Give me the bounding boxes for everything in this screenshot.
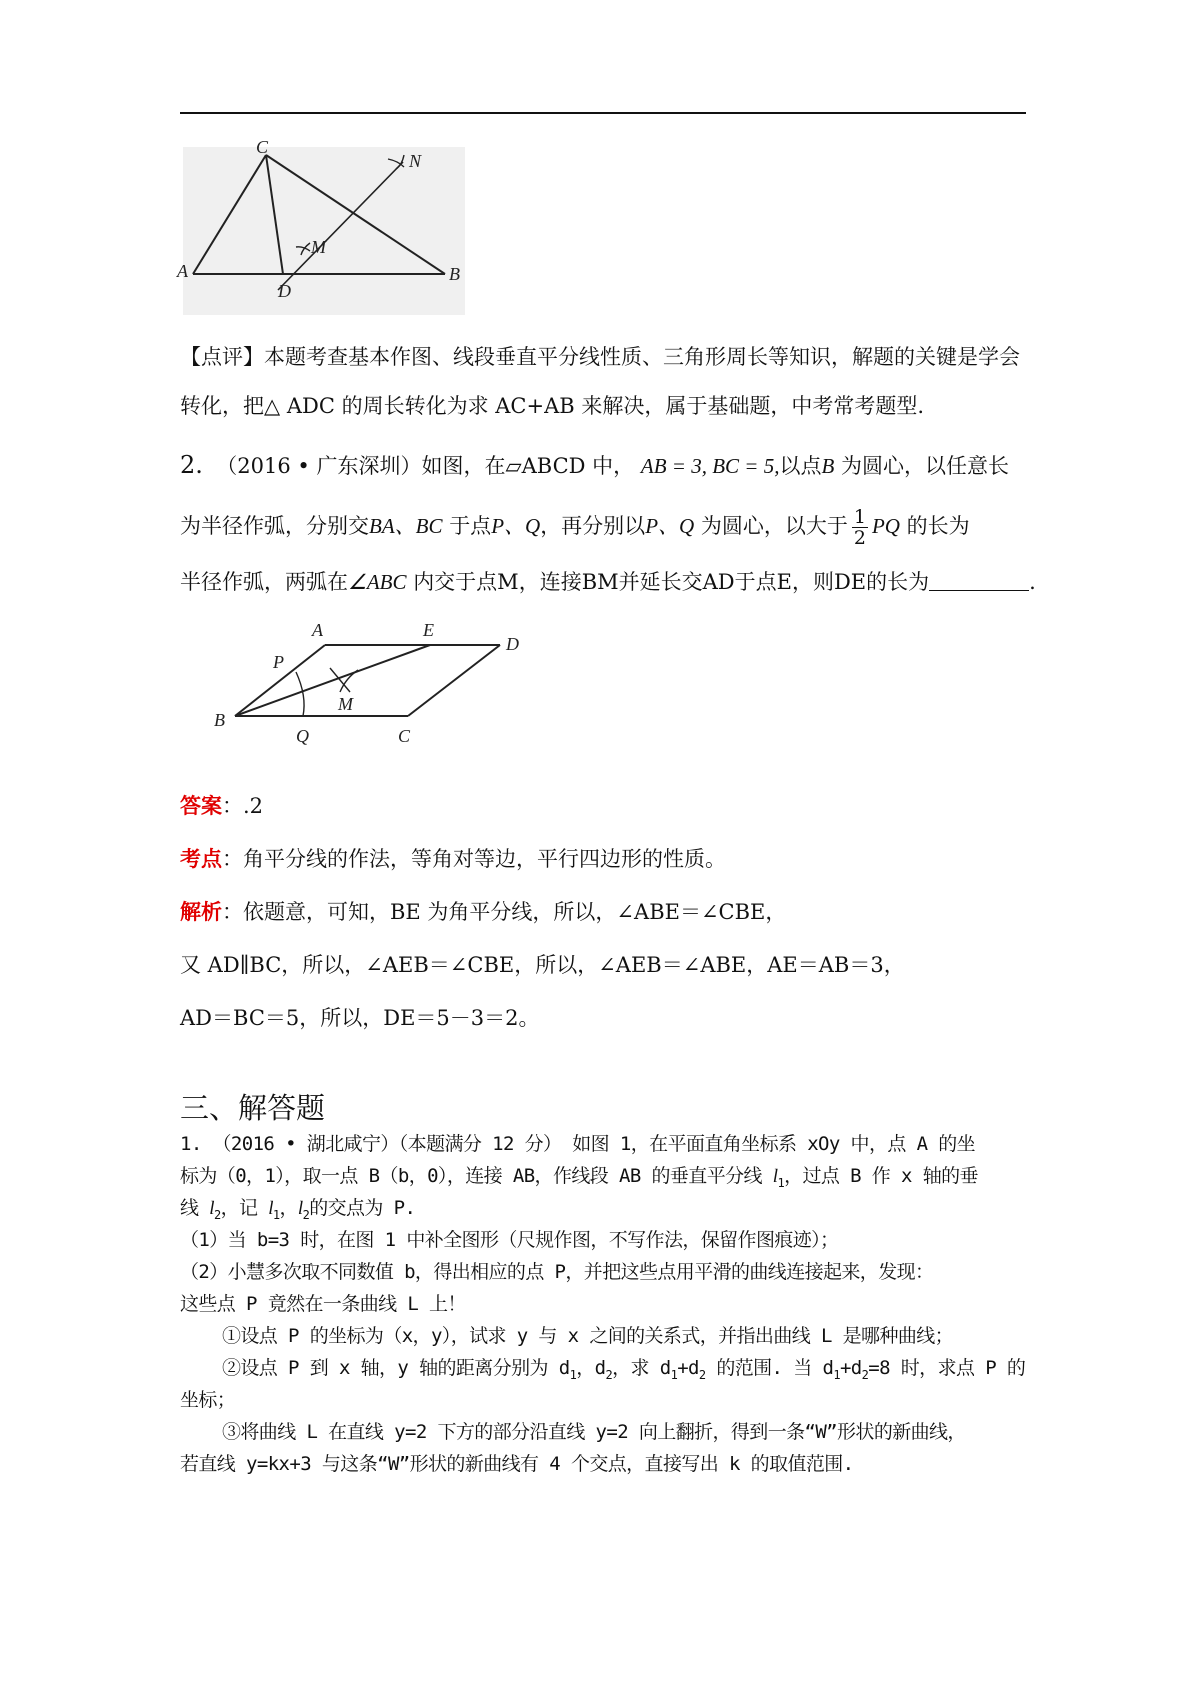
fig2-label-A: A [312, 620, 323, 640]
comment-line-1: 【点评】本题考查基本作图、线段垂直平分线性质、三角形周长等知识，解题的关键是学会 [180, 345, 1020, 369]
problem1-line-1: 1. （2016 • 湖北咸宁）（本题满分 12 分） 如图 1，在平面直角坐标系 xOy 中，点 A 的坐 [180, 1133, 976, 1155]
fig2-label-D: D [506, 634, 519, 654]
q2-line-2: 为半径作弧，分别交BA、BC 于点P、Q，再分别以P、Q 为圆心，以大于 $\frac{1}{2}$ PQ 的长为 [180, 506, 970, 549]
comment-line-2: 转化，把△ ADC 的周长转化为求 AC+AB 来解决，属于基础题，中考常考题型. [180, 394, 925, 418]
problem1-sub3-line-1: ③将曲线 L 在直线 y=2 下方的部分沿直线 y=2 向上翻折，得到一条“W”形状的新曲线， [222, 1421, 966, 1443]
fig2-label-C: C [398, 726, 411, 746]
fraction-one-half: $\frac{1}{2}$ [853, 506, 866, 549]
q2-line-1: 2. （2016 • 广东深圳）如图，在▱ABCD 中， AB = 3, BC = 5,以点B 为圆心，以任意长 [180, 451, 1009, 479]
fig2-label-M: M [338, 694, 353, 714]
fig2-label-E: E [423, 620, 434, 640]
answer-label: 答案 [180, 793, 222, 818]
fig1-label-A: A [177, 261, 188, 281]
problem1-line-3: 线 $l_2$，记 $l_1$，$l_2$的交点为 P. [180, 1197, 416, 1222]
fig1-label-M: M [311, 237, 326, 257]
comment-label: 【点评】 [180, 345, 264, 369]
kaodian-label: 考点 [180, 846, 222, 871]
q2-line-3: 半径作弧，两弧在∠ABC 内交于点M，连接BM并延长交AD于点E，则DE的长为 . [180, 570, 1036, 594]
answer-line: 答案：.2 [180, 793, 264, 818]
problem1-part2-line-1: （2）小慧多次取不同数值 b，得出相应的点 P，并把这些点用平滑的曲线连接起来，发现： [180, 1261, 934, 1283]
answer-value: .2 [243, 794, 264, 818]
fig1-label-B: B [449, 264, 460, 284]
jiexi-label: 解析 [180, 899, 222, 924]
jiexi-line-1: 解析：依题意，可知，BE 为角平分线，所以，∠ABE＝∠CBE， [180, 899, 787, 924]
problem1-sub2-line-1: ②设点 P 到 x 轴，y 轴的距离分别为 $d_1$，$d_2$，求 $d_1+d_2$ 的范围. 当 $d_1+d_2=8$ 时，求点 P 的 [222, 1357, 1026, 1382]
parallelogram-icon: ▱ [505, 454, 522, 478]
kaodian-line: 考点：角平分线的作法，等角对等边，平行四边形的性质。 [180, 846, 726, 871]
problem1-sub3-line-2: 若直线 y=kx+3 与这条“W”形状的新曲线有 4 个交点，直接写出 k 的取值范围. [180, 1453, 854, 1475]
fig1-label-C: C [256, 137, 269, 157]
fig2-label-P: P [273, 652, 284, 672]
problem1-sub1: ①设点 P 的坐标为（x，y），试求 y 与 x 之间的关系式，并指出曲线 L 是哪种曲线； [222, 1325, 954, 1347]
fig1-label-D: D [278, 281, 291, 301]
problem1-sub2-line-2: 坐标； [180, 1389, 236, 1411]
answer-blank [929, 570, 1029, 591]
header-rule [180, 112, 1026, 114]
figure-parallelogram-construction [210, 618, 570, 746]
fig2-label-Q: Q [296, 726, 309, 746]
fig2-label-B: B [214, 710, 225, 730]
figure-triangle-construction [177, 137, 465, 315]
problem1-part1: （1）当 b=3 时，在图 1 中补全图形（尺规作图，不写作法，保留作图痕迹）； [180, 1229, 839, 1251]
section-title: 三、解答题 [180, 1091, 326, 1125]
problem1-line-2: 标为（0，1），取一点 B（b，0），连接 AB，作线段 AB 的垂直平分线 $l_1$，过点 B 作 x 轴的垂 [180, 1165, 978, 1190]
jiexi-line-3: AD＝BC＝5，所以，DE＝5－3＝2。 [180, 1006, 540, 1030]
fig1-label-N: N [409, 151, 422, 171]
problem1-part2-line-2: 这些点 P 竟然在一条曲线 L 上！ [180, 1293, 466, 1315]
q2-number: 2. [180, 451, 203, 479]
jiexi-line-2: 又 AD∥BC，所以，∠AEB＝∠CBE，所以，∠AEB＝∠ABE，AE＝AB＝3， [180, 953, 905, 977]
